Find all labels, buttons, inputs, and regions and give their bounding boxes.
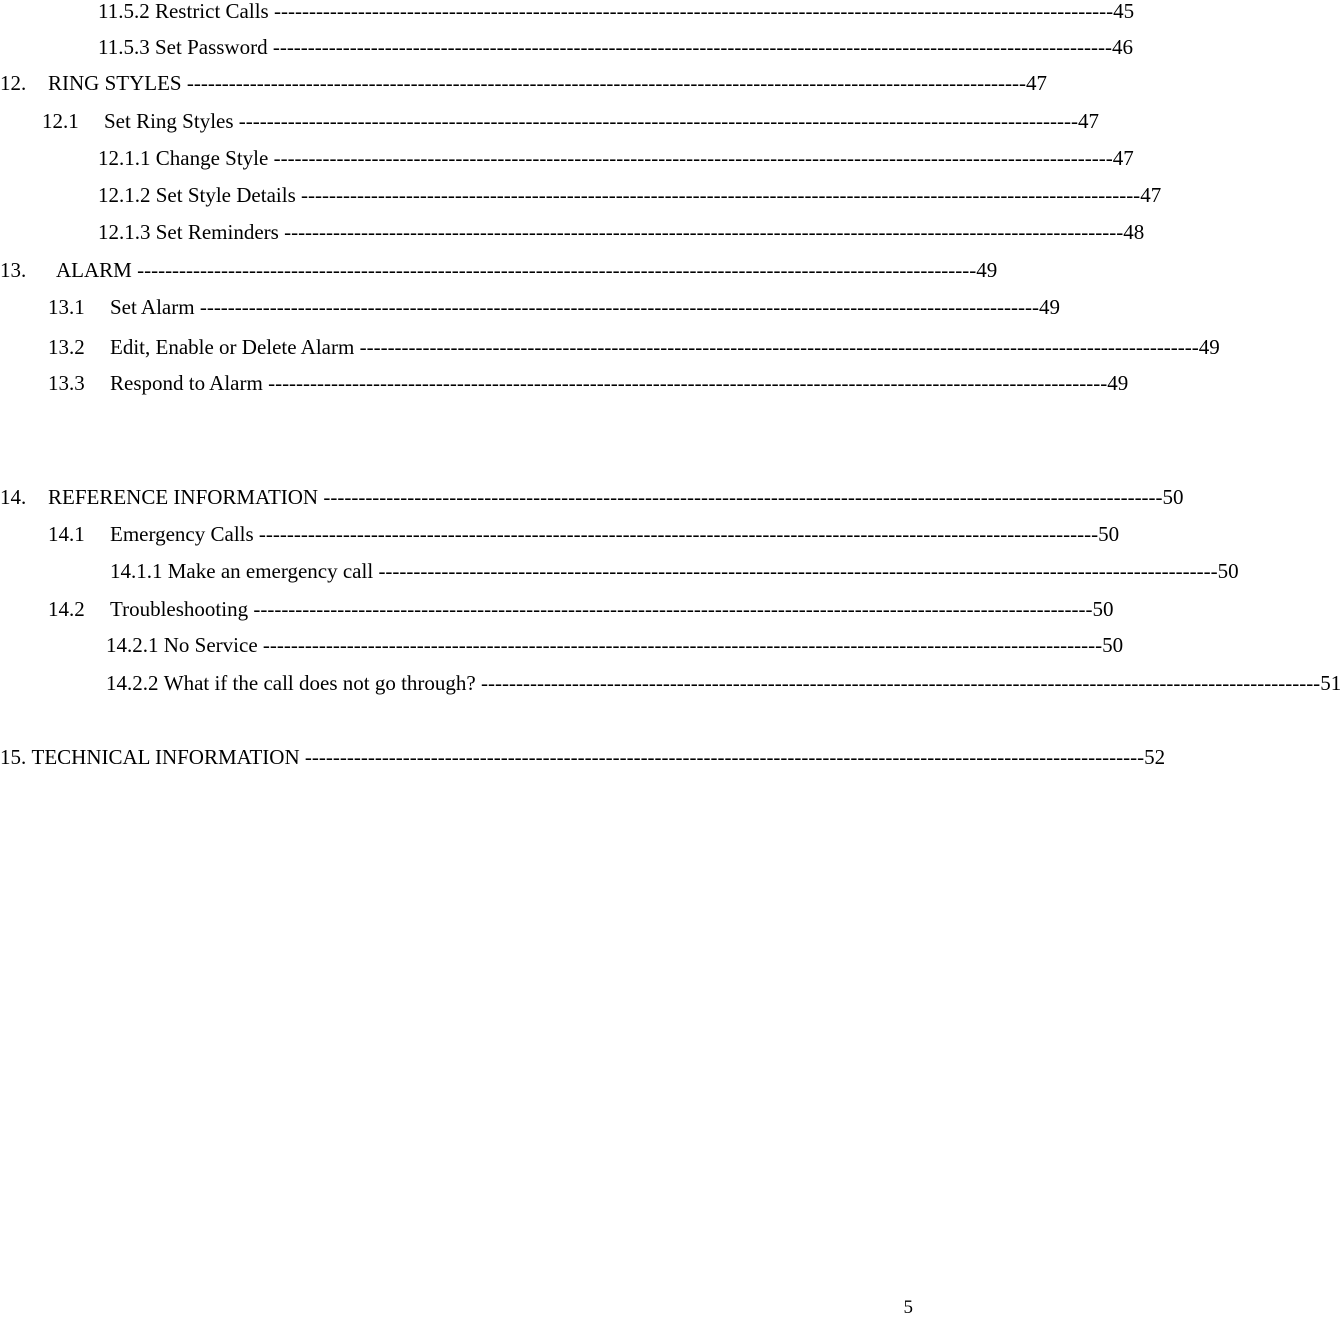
- toc-leader: ------------------------------------------------------------------------------------------------------------------------: [323, 485, 1163, 509]
- toc-entry-number: 12.1.3: [98, 220, 151, 244]
- toc-entry-page: 49: [1198, 335, 1220, 359]
- toc-entry-13[interactable]: [0, 255, 998, 285]
- toc-leader: ------------------------------------------------------------------------------------------------------------------------: [186, 71, 1027, 95]
- toc-entry-page: 46: [1112, 35, 1134, 59]
- toc-entry-title: Set Ring Styles: [104, 109, 234, 133]
- toc-entry-number: 13.2: [48, 335, 85, 359]
- toc-leader: ------------------------------------------------------------------------------------------------------------------------: [301, 183, 1141, 207]
- toc-entry-title: RING STYLES: [48, 71, 182, 95]
- toc-leader: ------------------------------------------------------------------------------------------------------------------------: [199, 295, 1040, 319]
- toc-entry-number: 14.: [0, 485, 27, 509]
- toc-leader: ------------------------------------------------------------------------------------------------------------------------: [481, 671, 1321, 695]
- toc-entry-15[interactable]: [0, 742, 1166, 772]
- toc-entry-13-2[interactable]: [48, 332, 1220, 362]
- toc-entry-13-1[interactable]: [48, 292, 1061, 322]
- toc-entry-page: 50: [1098, 522, 1120, 546]
- toc-leader: ------------------------------------------------------------------------------------------------------------------------: [273, 0, 1114, 23]
- toc-entry-title: No Service: [163, 633, 258, 657]
- toc-entry-page: 47: [1026, 71, 1048, 95]
- toc-entry-page: 48: [1123, 220, 1145, 244]
- toc-entry-title: Set Alarm: [110, 295, 195, 319]
- toc-entry-12[interactable]: [0, 68, 1048, 98]
- toc-entry-page: 50: [1102, 633, 1124, 657]
- toc-entry-page: 47: [1140, 183, 1162, 207]
- toc-entry-14[interactable]: [0, 482, 1184, 512]
- toc-entry-page: 50: [1092, 597, 1114, 621]
- toc-leader: ------------------------------------------------------------------------------------------------------------------------: [262, 633, 1103, 657]
- toc-leader: ------------------------------------------------------------------------------------------------------------------------: [272, 35, 1113, 59]
- toc-entry-13-3[interactable]: [48, 368, 1129, 398]
- toc-entry-number: 14.1: [48, 522, 85, 546]
- toc-entry-title: Set Password: [154, 35, 268, 59]
- toc-entry-page: 50: [1162, 485, 1184, 509]
- toc-entry-page: 47: [1112, 146, 1134, 170]
- toc-entry-page: 45: [1113, 0, 1135, 23]
- toc-entry-14-2[interactable]: [48, 594, 1114, 624]
- toc-entry-number: 12.1.2: [98, 183, 151, 207]
- toc-entry-title: What if the call does not go through?: [163, 671, 476, 695]
- toc-entry-title: Emergency Calls: [110, 522, 254, 546]
- toc-entry-title: Make an emergency call: [167, 559, 374, 583]
- toc-entry-12-1-1[interactable]: [98, 143, 1134, 173]
- toc-leader: ------------------------------------------------------------------------------------------------------------------------: [378, 559, 1218, 583]
- toc-entry-title: Troubleshooting: [110, 597, 249, 621]
- toc-entry-title: TECHNICAL INFORMATION: [31, 745, 300, 769]
- toc-entry-number: 15.: [0, 745, 27, 769]
- toc-entry-number: 12.1: [42, 109, 79, 133]
- toc-entry-14-2-1[interactable]: [106, 630, 1124, 660]
- toc-entry-page: 49: [976, 258, 998, 282]
- toc-leader: ------------------------------------------------------------------------------------------------------------------------: [137, 258, 977, 282]
- toc-leader: ------------------------------------------------------------------------------------------------------------------------: [258, 522, 1099, 546]
- toc-leader: ------------------------------------------------------------------------------------------------------------------------: [284, 220, 1124, 244]
- toc-entry-number: 14.1.1: [110, 559, 163, 583]
- toc-entry-title: Set Reminders: [155, 220, 279, 244]
- toc-entry-title: Respond to Alarm: [110, 371, 263, 395]
- toc-entry-title: ALARM: [56, 258, 132, 282]
- toc-entry-number: 13.3: [48, 371, 85, 395]
- toc-entry-page: 49: [1107, 371, 1129, 395]
- toc-entry-14-2-2[interactable]: [106, 668, 1341, 698]
- toc-leader: ------------------------------------------------------------------------------------------------------------------------: [268, 371, 1108, 395]
- toc-entry-title: REFERENCE INFORMATION: [48, 485, 319, 509]
- toc-entry-number: 14.2.2: [106, 671, 159, 695]
- toc-entry-page: 50: [1217, 559, 1239, 583]
- toc-entry-page: 52: [1144, 745, 1166, 769]
- toc-entry-number: 11.5.3: [98, 35, 150, 59]
- toc-entry-14-1-1[interactable]: [110, 556, 1239, 586]
- toc-entry-title: Set Style Details: [155, 183, 296, 207]
- toc-leader: ------------------------------------------------------------------------------------------------------------------------: [238, 109, 1078, 133]
- toc-entry-page: 51: [1320, 671, 1341, 695]
- toc-entry-11-5-2[interactable]: [98, 0, 1135, 26]
- toc-entry-12-1-2[interactable]: [98, 180, 1162, 210]
- toc-leader: ------------------------------------------------------------------------------------------------------------------------: [253, 597, 1093, 621]
- toc-leader: ------------------------------------------------------------------------------------------------------------------------: [273, 146, 1113, 170]
- toc-leader: ------------------------------------------------------------------------------------------------------------------------: [359, 335, 1199, 359]
- toc-entry-title: Edit, Enable or Delete Alarm: [110, 335, 355, 359]
- toc-entry-title: Restrict Calls: [154, 0, 269, 23]
- toc-entry-14-1[interactable]: [48, 519, 1120, 549]
- toc-leader: ------------------------------------------------------------------------------------------------------------------------: [304, 745, 1145, 769]
- toc-entry-page: 49: [1039, 295, 1061, 319]
- toc-entry-number: 12.1.1: [98, 146, 151, 170]
- toc-entry-page: 47: [1077, 109, 1099, 133]
- toc-entry-number: 14.2.1: [106, 633, 159, 657]
- toc-entry-number: 11.5.2: [98, 0, 150, 23]
- toc-entry-12-1[interactable]: [42, 106, 1099, 136]
- toc-entry-number: 14.2: [48, 597, 85, 621]
- toc-entry-title: Change Style: [155, 146, 269, 170]
- toc-entry-number: 13.1: [48, 295, 85, 319]
- toc-entry-11-5-3[interactable]: [98, 32, 1134, 62]
- toc-entry-number: 12.: [0, 71, 27, 95]
- page-number: 5: [903, 1297, 913, 1318]
- toc-entry-12-1-3[interactable]: [98, 217, 1145, 247]
- toc-entry-number: 13.: [0, 258, 27, 282]
